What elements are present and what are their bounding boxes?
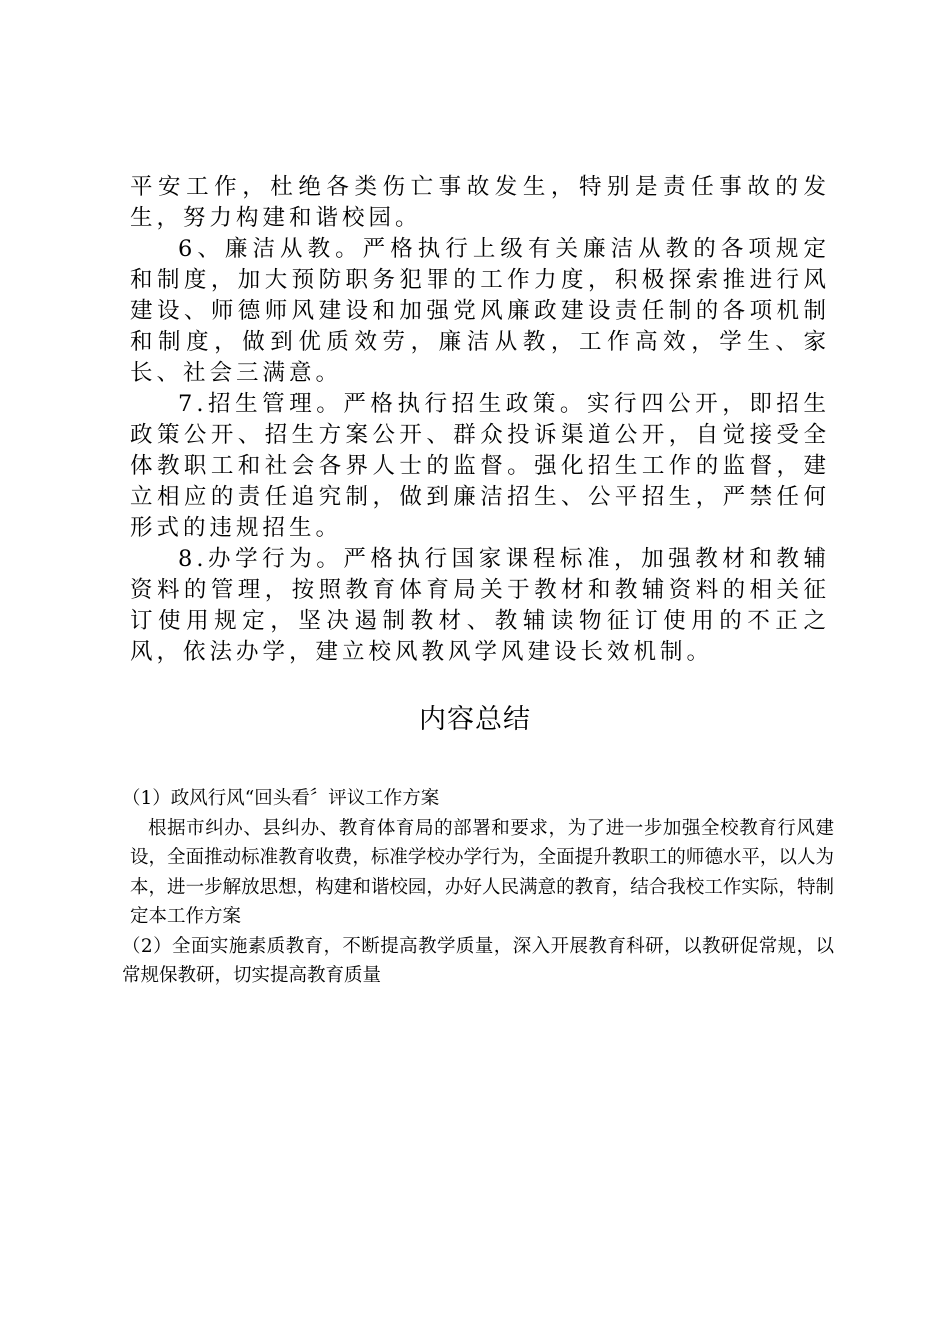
paragraph-school-conduct: 8.办学行为。严格执行国家课程标准，加强教材和教辅资料的管理，按照教育体育局关于教材和教辅资料的相关征订使用规定，坚决遏制教材、教辅读物征订使用的不正之风，依法办学，建立校风教风学风建设长效机制。 <box>130 546 830 665</box>
summary-section <box>122 784 834 991</box>
summary-item-1-body: 根据市纠办、县纠办、教育体育局的部署和要求，为了进一步加强全校教育行风建设，全面推动标准教育收费，标准学校办学行为，全面提升教职工的师德水平，以人为本，进一步解放思想，构建和谐校园，办好人民满意的教育，结合我校工作实际，特制定本工作方案 <box>130 817 834 927</box>
summary-item-2: （2）全面实施素质教育，不断提高教学质量，深入开展教育科研，以教研促常规，以常规保教研，切实提高教育质量 <box>122 935 834 986</box>
paragraph-integrity-teaching: 6、廉洁从教。严格执行上级有关廉洁从教的各项规定和制度，加大预防职务犯罪的工作力度，积极探索推进行风建设、师德师风建设和加强党风廉政建设责任制的各项机制和制度，做到优质效劳，廉洁从教，工作高效，学生、家长、社会三满意。 <box>130 236 830 386</box>
summary-title: 内容总结 <box>419 704 531 735</box>
paragraph-enrollment-management: 7.招生管理。严格执行招生政策。实行四公开，即招生政策公开、招生方案公开、群众投诉渠道公开，自觉接受全体教职工和社会各界人士的监督。强化招生工作的监督，建立相应的责任追究制，做到廉洁招生、公平招生，严禁任何形式的违规招生。 <box>130 391 830 541</box>
summary-item-1-heading: （1）政风行风“回头看〞评议工作方案 <box>122 788 440 809</box>
paragraph-continuation: 平安工作，杜绝各类伤亡事故发生，特别是责任事故的发生，努力构建和谐校园。 <box>130 174 830 231</box>
document-body <box>130 172 830 668</box>
